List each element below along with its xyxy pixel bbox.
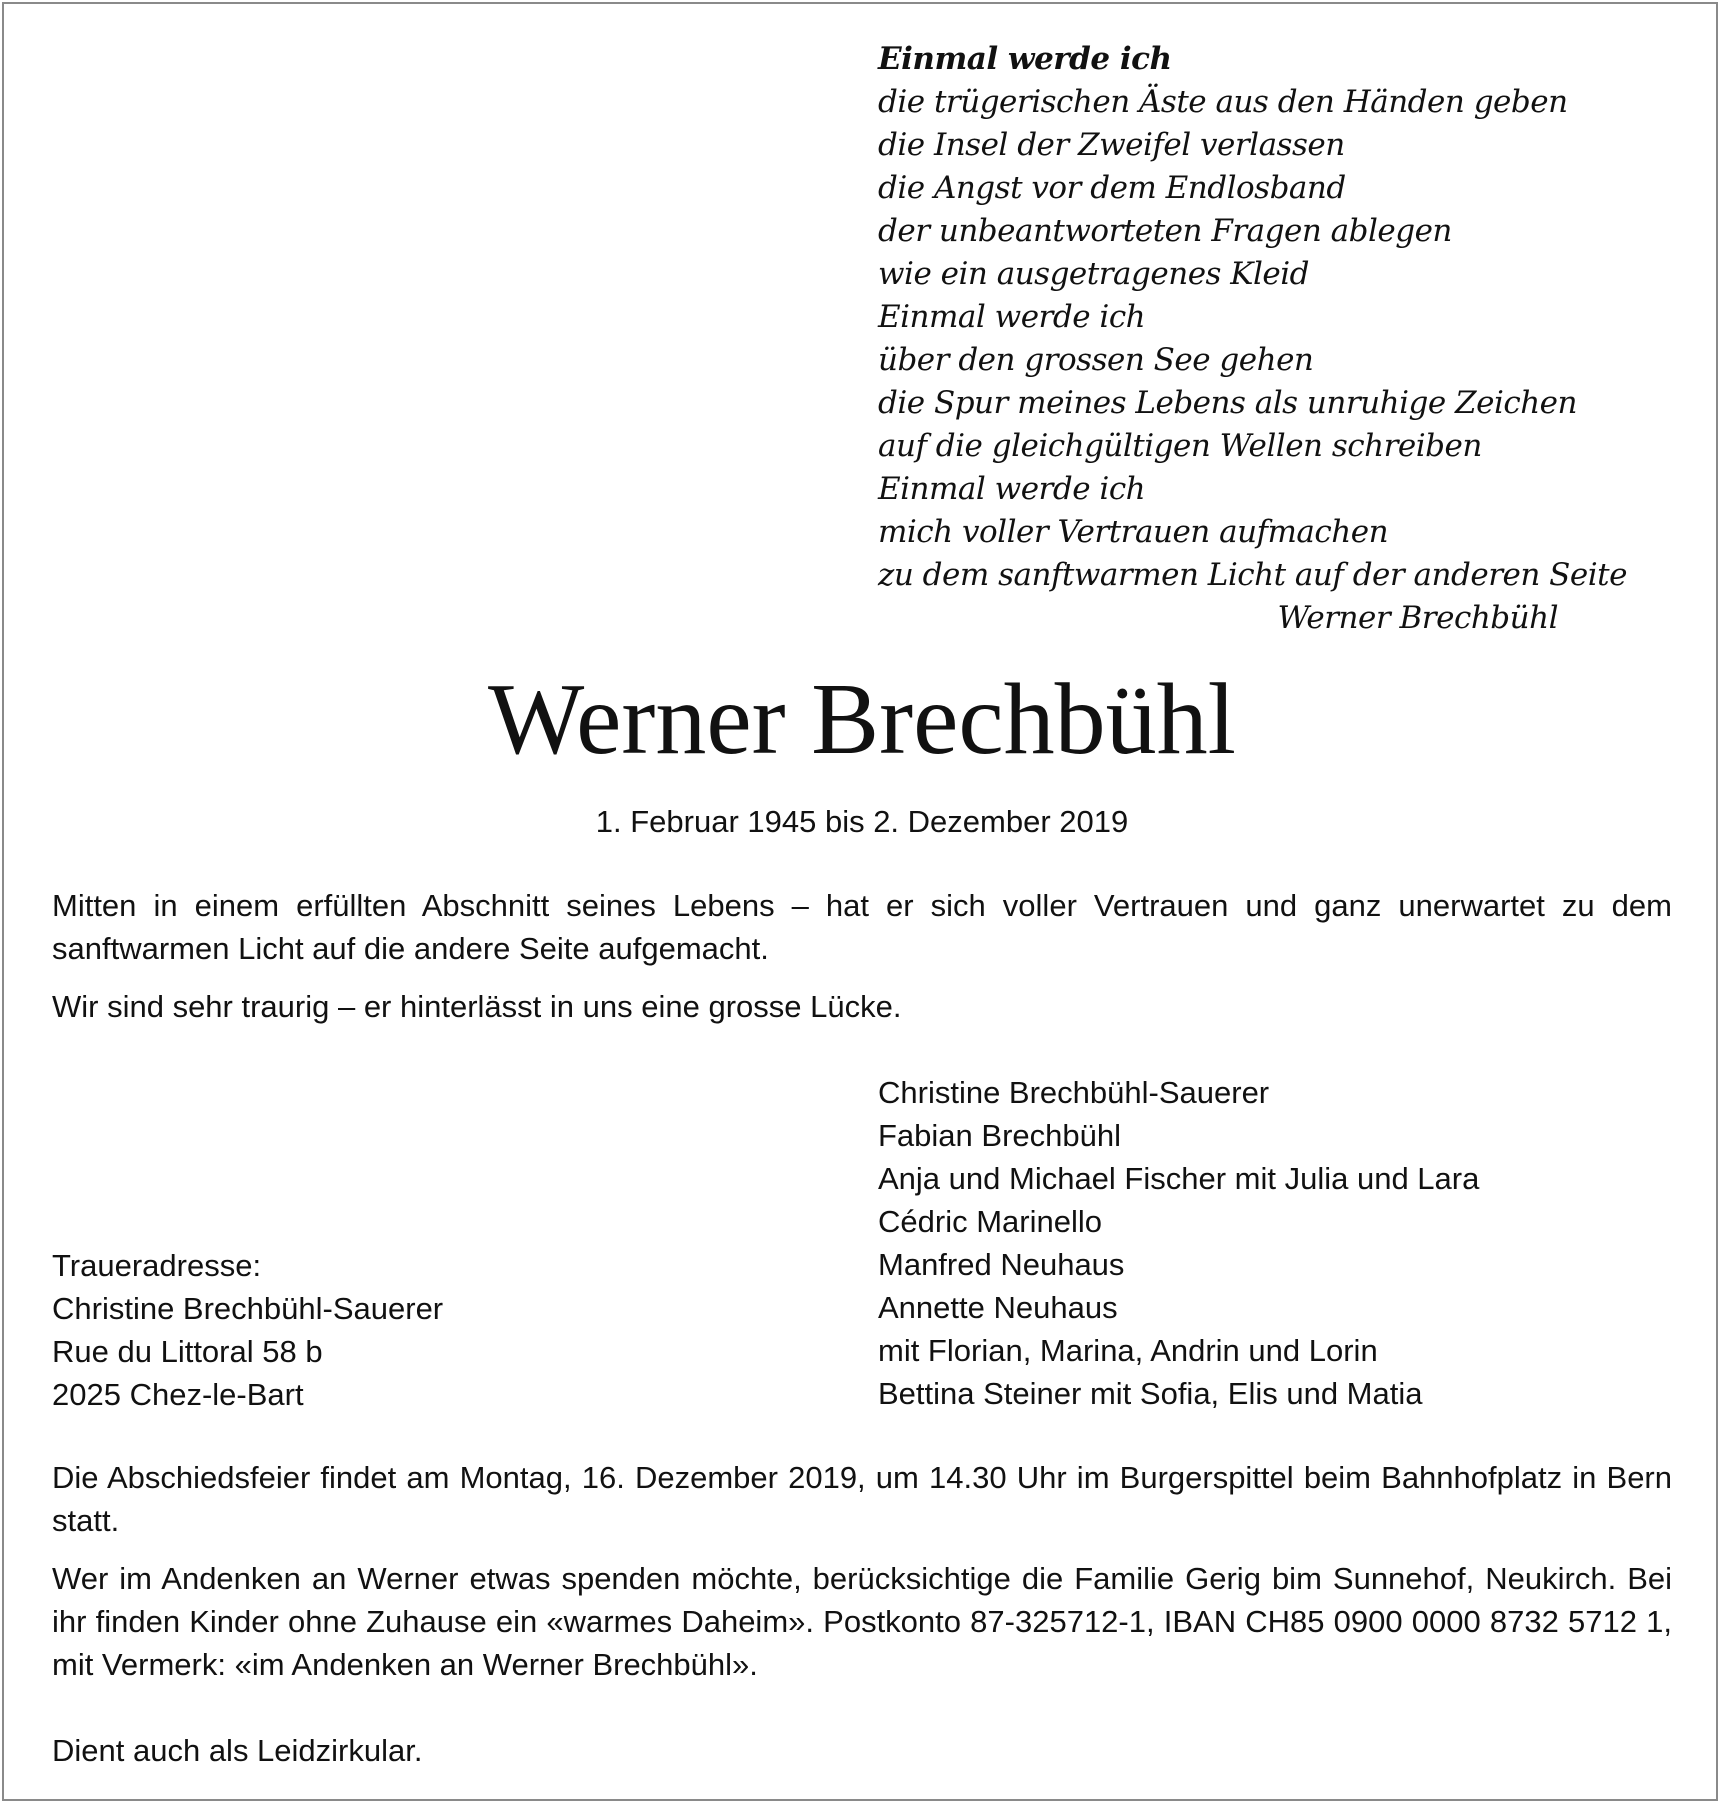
poem [878,38,1627,640]
grief-paragraph: Wir sind sehr traurig – er hinterlässt in uns eine grosse Lücke. [52,989,902,1024]
circular-note: Dient auch als Leidzirkular. [52,1733,423,1768]
poem-line: die Spur meines Lebens als unruhige Zeichen [878,385,1577,421]
poem-line: Einmal werde ich [878,41,1172,77]
deceased-name: Werner Brechbühl [488,663,1236,776]
ceremony-paragraph: Die Abschiedsfeier findet am Montag, 16. Dezember 2019, um 14.30 Uhr im Burgerspittel beim Bahnhofplatz in Bern statt. [52,1460,1672,1538]
life-dates: 1. Februar 1945 bis 2. Dezember 2019 [595,804,1129,839]
family-member: Cédric Marinello [878,1204,1102,1239]
address-street: Rue du Littoral 58 b [52,1334,323,1369]
family-member: Manfred Neuhaus [878,1247,1125,1282]
family-member: Fabian Brechbühl [878,1118,1121,1153]
poem-line: die Insel der Zweifel verlassen [878,127,1345,163]
poem-line: Einmal werde ich [878,471,1146,507]
poem-line: die trügerischen Äste aus den Händen geben [878,84,1568,120]
family-member: Anja und Michael Fischer mit Julia und Lara [878,1161,1480,1196]
address-label: Traueradresse: [52,1248,262,1283]
poem-line: die Angst vor dem Endlosband [878,170,1346,206]
address-city: 2025 Chez-le-Bart [52,1377,304,1412]
family-member: Bettina Steiner mit Sofia, Elis und Matia [878,1376,1423,1411]
poem-line: der unbeantworteten Fragen ablegen [878,213,1452,249]
family-member: Annette Neuhaus [878,1290,1118,1325]
family-member: Christine Brechbühl-Sauerer [878,1075,1270,1110]
family-member: mit Florian, Marina, Andrin und Lorin [878,1333,1378,1368]
donation-paragraph: Wer im Andenken an Werner etwas spenden möchte, berücksichtige die Familie Gerig bim Sunnehof, Neukirch. Bei ihr finden Kinder ohne Zuhause ein «warmes Daheim». Postkonto 87-325712-1, IBAN CH85 0900 0000 8732 5712 1, mit Vermerk: «im Andenken an Werner Brechbühl». [52,1561,1672,1682]
poem-line: Einmal werde ich [878,299,1146,335]
mourning-address [52,1244,443,1416]
poem-line: wie ein ausgetragenes Kleid [878,256,1309,292]
poem-author: Werner Brechbühl [1277,600,1558,636]
poem-line: zu dem sanftwarmen Licht auf der anderen Seite [878,557,1627,593]
address-name: Christine Brechbühl-Sauerer [52,1291,444,1326]
intro-paragraph: Mitten in einem erfüllten Abschnitt seines Lebens – hat er sich voller Vertrauen und ganz unerwartet zu dem sanftwarmen Licht auf die andere Seite aufgemacht. [52,888,1672,966]
poem-line: auf die gleichgültigen Wellen schreiben [878,428,1482,464]
poem-line: über den grossen See gehen [878,342,1314,378]
family-list [878,1071,1479,1415]
poem-line: mich voller Vertrauen aufmachen [878,514,1389,550]
